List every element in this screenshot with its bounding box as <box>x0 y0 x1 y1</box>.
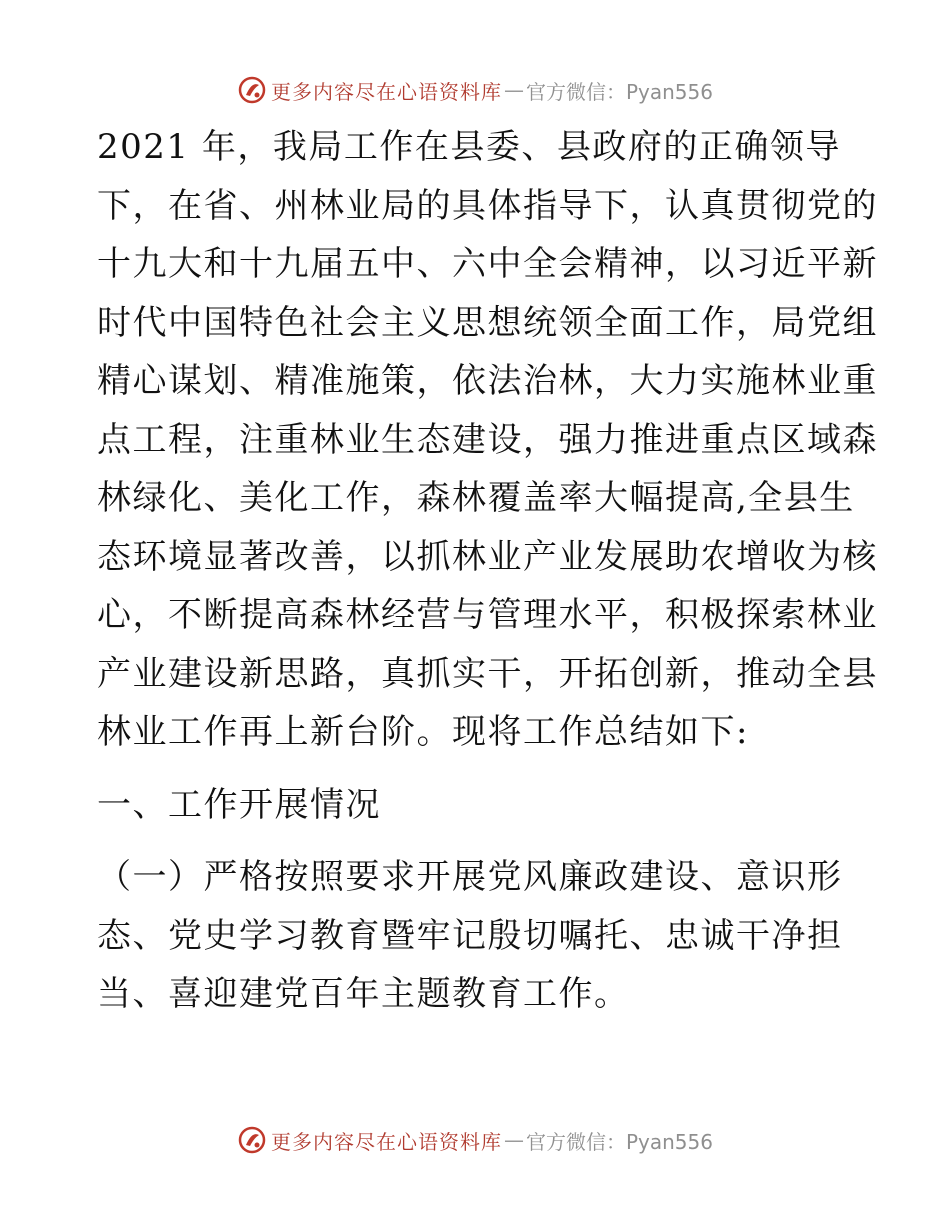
subsection-line: 态、党史学习教育暨牢记殷切嘱托、忠诚干净担 <box>97 915 843 956</box>
banner-wechat: 官方微信：Pyan556 <box>525 1129 713 1154</box>
paragraph-line: 林绿化、美化工作，森林覆盖率大幅提高,全县生 <box>97 478 855 518</box>
paragraph-line: 林业工作再上新台阶。现将工作总结如下: <box>97 712 749 752</box>
paragraph-line: 时代中国特色社会主义思想统领全面工作，局党组 <box>97 302 878 343</box>
banner-wechat: 官方微信：Pyan556 <box>525 79 713 104</box>
paragraph-line: 心，不断提高森林经营与管理水平，积极探索林业 <box>97 595 878 635</box>
paragraph-line: 下，在省、州林业局的具体指导下，认真贯彻党的 <box>97 185 878 226</box>
paragraph-line: 精心谋划、精准施策，依法治林，大力实施林业重 <box>97 361 878 401</box>
logo-icon <box>237 75 267 105</box>
paragraph-line: 产业建设新思路，真抓实干，开拓创新，推动全县 <box>97 653 878 694</box>
paragraph-line: 点工程，注重林业生态建设，强力推进重点区域森 <box>97 419 878 460</box>
document-body <box>97 118 878 1024</box>
banner-separator: — <box>503 78 524 102</box>
header-banner <box>0 70 950 110</box>
spacer <box>97 762 857 776</box>
banner-text: 更多内容尽在心语资料库 <box>270 1129 502 1154</box>
logo-icon <box>237 1125 267 1155</box>
banner-text: 更多内容尽在心语资料库 <box>270 79 502 104</box>
footer-banner <box>0 1120 950 1160</box>
subsection-line: 当、喜迎建党百年主题教育工作。 <box>97 974 630 1014</box>
subsection-line: （一）严格按照要求开展党风廉政建设、意识形 <box>97 857 843 897</box>
paragraph-line: 态环境显著改善，以抓林业产业发展助农增收为核 <box>97 536 878 577</box>
paragraph-line: 十九大和十九届五中、六中全会精神，以习近平新 <box>97 244 878 284</box>
banner-separator: — <box>503 1128 524 1152</box>
spacer <box>97 834 857 848</box>
section-heading: 一、工作开展情况 <box>97 784 381 825</box>
paragraph-line: 2021 年，我局工作在县委、县政府的正确领导 <box>97 127 841 167</box>
